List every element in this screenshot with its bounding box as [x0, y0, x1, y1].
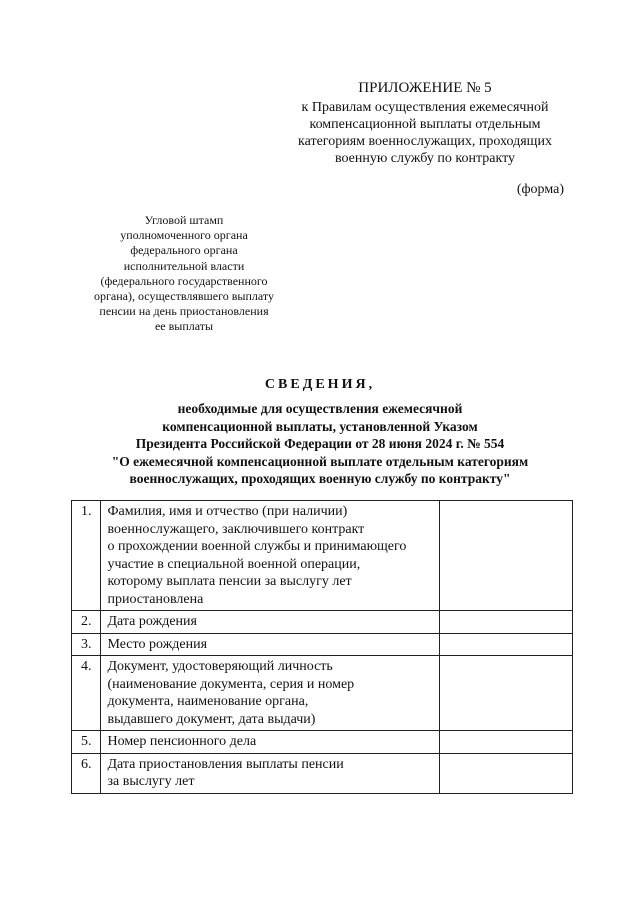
row-description [101, 611, 439, 634]
row-value-cell[interactable] [439, 633, 572, 656]
stamp-line: (федерального государственного [100, 273, 268, 288]
table-row [72, 633, 573, 656]
row-description [101, 633, 439, 656]
subtitle-line: компенсационной выплаты, установленной Указом [162, 418, 478, 434]
row-number: 2. [72, 611, 101, 634]
row-number: 4. [72, 656, 101, 731]
subtitle-line: Президента Российской Федерации от 28 июня 2024 г. № 554 [135, 436, 505, 451]
row-description-line: военнослужащего, заключившего контракт [107, 521, 365, 537]
table-row [72, 501, 573, 611]
appendix-block [280, 80, 570, 167]
appendix-line: к Правилам осуществления ежемесячной [301, 100, 549, 115]
row-value-cell[interactable] [439, 656, 572, 731]
stamp-line: пенсии на день приостановления [99, 304, 269, 319]
row-description-line: Фамилия, имя и отчество (при наличии) [107, 504, 348, 519]
row-description-line: документа, наименование органа, [107, 694, 309, 709]
row-description-line: Место рождения [107, 636, 208, 652]
appendix-title: ПРИЛОЖЕНИЕ № 5 [358, 80, 492, 96]
row-description-line: Дата приостановления выплаты пенсии [107, 756, 344, 772]
row-description-line: за выслугу лет [107, 774, 195, 789]
table-row [72, 753, 573, 793]
subtitle-line: "О ежемесячной компенсационной выплате отдельным категориям [111, 453, 529, 469]
table-row [72, 731, 573, 754]
row-description-line: приостановлена [107, 591, 204, 607]
row-description-line: которому выплата пенсии за выслугу лет [107, 574, 352, 589]
row-description [101, 656, 439, 731]
corner-stamp-placeholder [84, 213, 284, 335]
row-description [101, 753, 439, 793]
stamp-line: ее выплаты [154, 319, 214, 334]
row-value-cell[interactable] [439, 501, 572, 611]
row-number: 6. [72, 753, 101, 793]
table-row [72, 656, 573, 731]
row-description-line: (наименование документа, серия и номер [107, 676, 355, 692]
stamp-line: органа), осуществлявшего выплату [93, 289, 274, 304]
document-title: СВЕДЕНИЯ, [264, 377, 376, 392]
info-table [71, 500, 573, 794]
table-row [72, 611, 573, 634]
row-value-cell[interactable] [439, 611, 572, 634]
appendix-line: категориям военнослужащих, проходящих [298, 134, 552, 149]
row-description [101, 731, 439, 754]
stamp-line: исполнительной власти [123, 258, 245, 273]
appendix-line: военную службу по контракту [334, 151, 516, 166]
row-description-line: Документ, удостоверяющий личность [107, 659, 333, 674]
document-subtitle [60, 400, 580, 488]
stamp-line: уполномоченного органа [120, 228, 248, 243]
row-description-line: выдавшего документ, дата выдачи) [107, 711, 316, 727]
row-description-line: Номер пенсионного дела [107, 734, 257, 749]
row-description-line: Дата рождения [107, 614, 197, 629]
row-number: 1. [72, 501, 101, 611]
stamp-line: Угловой штамп [144, 213, 224, 227]
subtitle-line: необходимые для осуществления ежемесячной [177, 401, 463, 416]
row-number: 3. [72, 633, 101, 656]
row-description-line: участие в специальной военной операции, [107, 556, 361, 572]
row-value-cell[interactable] [439, 731, 572, 754]
stamp-line: федерального органа [130, 243, 238, 258]
row-value-cell[interactable] [439, 753, 572, 793]
subtitle-line: военнослужащих, проходящих военную службу по контракту" [129, 471, 511, 486]
appendix-line: компенсационной выплаты отдельным [309, 117, 541, 132]
row-number: 5. [72, 731, 101, 754]
row-description [101, 501, 439, 611]
form-label: (форма) [516, 182, 564, 197]
row-description-line: о прохождении военной службы и принимающего [107, 539, 407, 554]
